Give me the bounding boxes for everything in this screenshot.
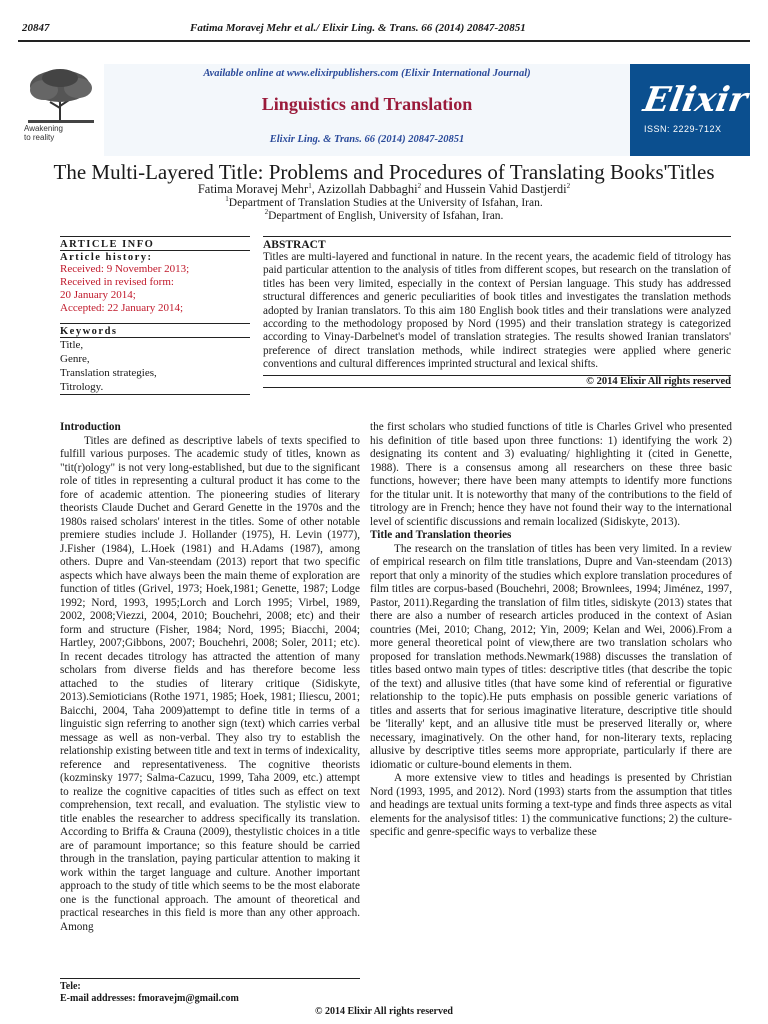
divider bbox=[60, 236, 250, 237]
affiliation-mark: 1 bbox=[225, 195, 229, 204]
footnote-rule bbox=[60, 978, 360, 979]
section-heading-introduction: Introduction bbox=[60, 421, 121, 433]
footnote-tele: Tele: bbox=[60, 981, 81, 992]
email-address[interactable]: fmoravejm@gmail.com bbox=[138, 993, 239, 1004]
journal-banner bbox=[18, 64, 750, 156]
tree-logo bbox=[18, 64, 104, 156]
email-label: E-mail addresses: bbox=[60, 993, 136, 1004]
elixir-wordmark: Elixir bbox=[640, 80, 750, 120]
author-name: , Azizollah Dabbaghi bbox=[311, 182, 418, 196]
divider bbox=[263, 236, 731, 237]
paragraph: the first scholars who studied functions of title is Charles Grivel who presented his definition of title based upon three functions: 1) identifying the work 2) designating its content and 3) evaluating/ highlighting it (cited in Genette, 1988). There is a consensus among all researchers on these three basic functions, however; there have been many attempts to identify more functions for the titular unit. It is noteworthy that many of the contributions to the field of titrology are in French; hence they have not found their way to the international level of scientific discussions and remain localized (Sidiskyte, 2013). bbox=[370, 421, 732, 528]
divider bbox=[60, 250, 250, 251]
received-date: Received: 9 November 2013; bbox=[60, 263, 190, 275]
author-affiliation-mark: 1 bbox=[308, 181, 312, 190]
accepted-date: Accepted: 22 January 2014; bbox=[60, 302, 184, 314]
banner-citation: Elixir Ling. & Trans. 66 (2014) 20847-20851 bbox=[269, 134, 465, 145]
revised-date: 20 January 2014; bbox=[60, 289, 136, 301]
affiliation-mark: 2 bbox=[264, 208, 269, 217]
issn: ISSN: 2229-712X bbox=[644, 124, 722, 134]
running-citation: Fatima Moravej Mehr et al./ Elixir Ling. & Trans. 66 (2014) 20847-20851 bbox=[190, 22, 526, 34]
affiliation-text: Department of English, University of Isfahan, Iran. bbox=[268, 210, 504, 222]
author-name: and Hussein Vahid Dastjerdi bbox=[421, 182, 567, 196]
author-name: Fatima Moravej Mehr bbox=[197, 182, 309, 196]
elixir-logo bbox=[630, 64, 750, 156]
paper-title: The Multi-Layered Title: Problems and Procedures of Translating Books'Titles bbox=[53, 160, 715, 184]
article-info-heading: ARTICLE INFO bbox=[60, 239, 155, 250]
abstract-text: Titles are multi-layered and functional in nature. In the recent years, the academic field of titrology has paid particular attention to the analysis of titles from different scopes, but research on the translation of titles has been very limited, especially in the context of Persian language. This study has addressed structural differences and generic peculiarities of book titles and investigates the translation methods adopted by Iranian translators. To this aim 180 English book titles and their translations were analyzed according to the methodology proposed by Nord (1995) and their translation strategy is categorized according to Vinay-Darbelnet's model of translation strategies. The results showed Iranian translators' preference of direct translation methods, while indirect strategies were applied where generic conventions and cultural differences imprinted structural and lexical shifts. bbox=[263, 251, 731, 371]
article-info-panel bbox=[60, 236, 250, 395]
keyword: Titrology. bbox=[60, 381, 104, 393]
body-right-column bbox=[370, 421, 732, 840]
article-history-heading: Article history: bbox=[60, 252, 153, 263]
keyword: Genre, bbox=[60, 353, 90, 365]
header-rule bbox=[18, 40, 750, 42]
abstract-panel bbox=[263, 236, 731, 388]
body-left-column bbox=[60, 421, 360, 934]
keywords-heading: Keywords bbox=[60, 326, 118, 337]
available-url-text: Available online at www.elixirpublishers.com bbox=[203, 68, 399, 79]
keyword: Title, bbox=[60, 339, 84, 351]
abstract-copyright: © 2014 Elixir All rights reserved bbox=[586, 375, 731, 387]
affiliation-1 bbox=[18, 197, 750, 209]
author-affiliation-mark: 2 bbox=[417, 181, 422, 190]
paragraph: The research on the translation of titles has been very limited. In a review of empirical research on film title translations, Dupre and Van-steendam (2013) report that only a minority of the studies which explore translation procedures of film titles are corpus-based (Bouchehri, 2008; Brownlees, 1994; Jiménez, 1997, Pastor, 2011).Regarding the translation of film titles, sidiskyte (2013) states that there are also a number of research articles produced in the context of Asian countries (Mei, 2010; Chang, 2012; Yin, 2009; Kelan and Wei, 2006).From a more general theoretical point of view,there are two translation scholars who proposed for translation methods.Newmark(1988) discusses the translation of titles based ontwo main types of titles: descriptive titles (that describe the topic of the text) and allusive titles (that have some kind of referential or figurative relationship to the topic).He puts emphasis on possible generic variations of titles and asserts that for serious imaginative literature, descriptive title should be 'literally' kept, and an allusive title must be preserved literally or, where necessary, imaginatively. On the other hand, for non-literary texts, replacing allusive by descriptive titles seems more appropriate, particularly if there are idiomatic or culture-bound elements in them. bbox=[370, 542, 732, 771]
revised-label: Received in revised form: bbox=[60, 276, 174, 288]
available-journal-text: (Elixir International Journal) bbox=[401, 68, 531, 79]
paragraph: Titles are defined as descriptive labels of texts specified to fulfill various purposes. The academic study of titles, known as "tit(r)ology" is not very long-established, but due to the significant role of titles in representing a cultural product it has come to the fore of academic attention. The pioneering studies of literary theorists Claude Duchet and Gerard Genette in the 1970s and the 1980s raised scholars' interest in the titles. Some of other notable premiere studies include J. Hollander (1975), H. Levin (1977), J.Fisher (1984), L.Hoek (1981) and H.Adams (1987), among others. Dupre and Van-steendam (2013) report that two specific aspects which have always been the main theme of exploration are function of titles (Grivel, 1973; Hoek,1981; Genette, 1987; Lodge 1992; Nord, 1993, 1995;Lorch and Lorch 1995; Virbel, 1989, 2002, 2008;Viezzi, 2004, 2010; Bouchehri, 2008; etc) and their form and structure (Fisher, 1984; Nord, 1995; Biacchi, 2004; Hartley, 2007;Gibbons, 2007; Bouchehri, 2008; Soler, 2011; etc). In recent decades titrology has attracted the attention of many scholars from diverse fields and has therefore become less attached to the studies of literary critique (Sidiskyte, 2013).Semioticians (Rothe 1971, 1985; Hoek, 1981; Iliescu, 2001; Baicchi, 2004, Taha 2009)attempt to define title in terms of a linguistic sign referring to another sign (text) which carries verbal message as well as non-verbal. They also try to establish the relationship existing between title and text in terms of indexicality, reference and representativeness. The cognitive theorists (kozminsky 1977; Salma-Cazucu, 1999, Taha 2009, etc.) attempt to realize the cognitive capacities of titles such as effect on text comprehension, text recall, and evaluation. The stylistic view to title enables the researcher to address specifically its translation. According to Briffa & Crauna (2009), thestylistic choices in a title are of paramount importance; so this feature should be carried through in the translation, paying particular attention to making it work within the target language and culture. Another important approach to the study of title which seems to be the most elaborate one is the functional approach. The amount of theoretical and practical researches in this field is more than any other approach. Among bbox=[60, 434, 360, 933]
divider bbox=[60, 394, 250, 395]
author-affiliation-mark: 2 bbox=[566, 181, 571, 190]
footnote-email bbox=[60, 993, 239, 1004]
page-number: 20847 bbox=[22, 22, 50, 34]
keyword: Translation strategies, bbox=[60, 367, 157, 379]
affiliation-2 bbox=[18, 210, 750, 222]
journal-title: Linguistics and Translation bbox=[261, 94, 473, 114]
divider bbox=[60, 323, 250, 324]
tree-icon bbox=[24, 68, 98, 124]
author-list bbox=[18, 182, 750, 197]
divider bbox=[263, 387, 731, 388]
affiliation-text: Department of Translation Studies at the University of Isfahan, Iran. bbox=[228, 197, 543, 209]
section-heading-title-translation: Title and Translation theories bbox=[370, 529, 512, 541]
available-online bbox=[104, 64, 630, 79]
abstract-heading: ABSTRACT bbox=[263, 239, 326, 251]
logo-caption: Awakening to reality bbox=[24, 124, 63, 142]
footer-copyright: © 2014 Elixir All rights reserved bbox=[315, 1006, 453, 1017]
paragraph: A more extensive view to titles and headings is presented by Christian Nord (1993, 1995, and 2012). Nord (1993) starts from the assumption that titles and headings are textual units forming a text-type and finds three aspects as vital elements for the analysisof titles: 1) the communicative functions; 2) the culture-specific and genre-specific ways to verbalize these bbox=[370, 772, 732, 838]
